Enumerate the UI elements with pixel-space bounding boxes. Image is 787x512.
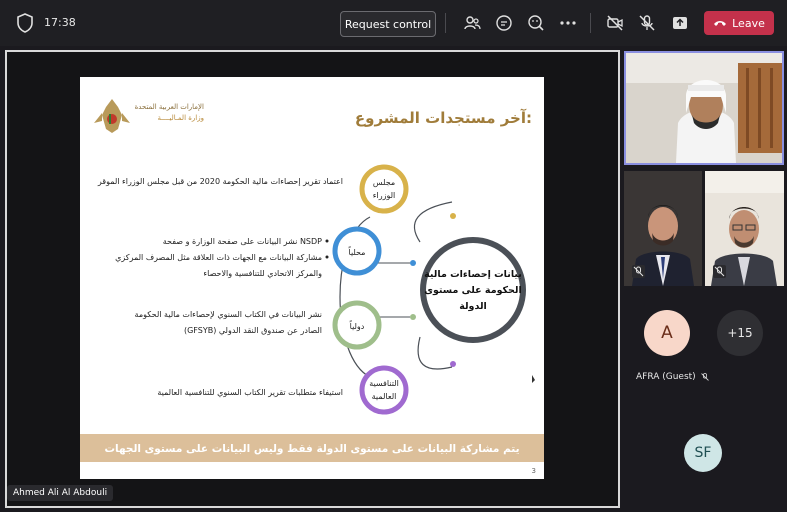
chat-icon[interactable]: [495, 14, 513, 32]
hub-line-2: الحكومة على مستوى: [424, 285, 522, 296]
node-text: (GFSYB) الصادر عن صندوق النقد الدولي: [183, 326, 322, 335]
mic-off-icon: [700, 372, 710, 382]
participant-video-main[interactable]: [624, 51, 784, 165]
node-label: التنافسية: [369, 379, 399, 388]
meeting-toolbar: [0, 0, 787, 46]
connector-dot: [450, 361, 456, 367]
share-icon[interactable]: [671, 14, 689, 32]
node-text: مشاركة البيانات مع الجهات ذات العلاقة مثل المصرف المركزي: [115, 253, 322, 262]
shield-icon[interactable]: [16, 13, 34, 33]
hub-line-3: الدولة: [459, 301, 487, 312]
camera-off-icon[interactable]: [606, 14, 624, 32]
presentation-slide: [80, 77, 544, 479]
mouse-cursor-icon: [532, 375, 535, 383]
node-text: والمركز الاتحادي للتنافسية والاحصاء: [203, 269, 322, 278]
toolbar-divider: [445, 13, 446, 33]
logo-line-2: وزارة المـاليــــة: [157, 114, 204, 122]
slide-title: آخر مستجدات المشروع:: [354, 109, 532, 127]
connector-arc: [418, 337, 452, 369]
slide-canvas: [80, 77, 544, 479]
mic-off-icon: [713, 265, 726, 278]
leave-button[interactable]: [704, 11, 774, 35]
leave-label: Leave: [732, 16, 765, 30]
node-label: محلياً: [348, 248, 366, 257]
connector-arc: [414, 202, 452, 242]
uae-falcon-logo: [94, 99, 130, 133]
connector-dot: [410, 314, 416, 320]
slide-banner-text: يتم مشاركة البيانات على مستوى الدولة فقط وليس البيانات على مستوى الجهات: [104, 443, 520, 455]
phone-icon: [713, 19, 727, 27]
bullet-dot: [326, 256, 329, 259]
participant-label-afra: [636, 372, 710, 382]
node-label: العالمية: [371, 392, 397, 401]
connector-dot: [450, 213, 456, 219]
participant-video-feed: [626, 53, 782, 163]
node-circle-cabinet: [362, 167, 406, 211]
node-label: الوزراء: [372, 191, 396, 200]
presenter-name-chip: Ahmed Ali Al Abdouli: [7, 485, 113, 501]
avatar-sf[interactable]: SF: [684, 434, 722, 472]
meeting-timer: 17:38: [44, 16, 76, 29]
connector-dot: [410, 260, 416, 266]
mic-off-icon[interactable]: [638, 14, 656, 32]
node-text: اعتماد تقرير إحصاءات مالية الحكومة 2020 من قبل مجلس الوزراء الموقر: [97, 177, 343, 186]
node-text: نشر البيانات في الكتاب السنوي لإحصاءات مالية الحكومة: [134, 310, 322, 319]
participant-name: AFRA (Guest): [636, 372, 696, 382]
hub-line-1: بيانات إحصاءات مالية: [424, 269, 522, 280]
node-label: دولياً: [349, 322, 365, 331]
bullet-dot: [326, 240, 329, 243]
slide-page-number: 3: [531, 467, 536, 475]
more-participants-button[interactable]: +15: [717, 310, 763, 356]
node-label: مجلس: [372, 178, 396, 187]
avatar-afra[interactable]: A: [644, 310, 690, 356]
node-circle-competitiveness: [362, 368, 406, 412]
people-icon[interactable]: [463, 14, 481, 32]
reactions-icon[interactable]: [527, 14, 545, 32]
node-text: نشر البيانات على صفحة الوزارة و صفحة NSDP: [162, 237, 322, 246]
request-control-button[interactable]: Request control: [340, 11, 436, 37]
mic-off-icon: [632, 265, 645, 278]
participant-video-2[interactable]: [624, 171, 702, 286]
more-icon[interactable]: [559, 14, 577, 32]
logo-line-1: الإمارات العربية المتحدة: [134, 103, 204, 111]
node-text: استيفاء متطلبات تقرير الكتاب السنوي للتنافسية العالمية: [157, 388, 343, 397]
toolbar-divider: [590, 13, 591, 33]
participant-video-3[interactable]: [705, 171, 784, 286]
